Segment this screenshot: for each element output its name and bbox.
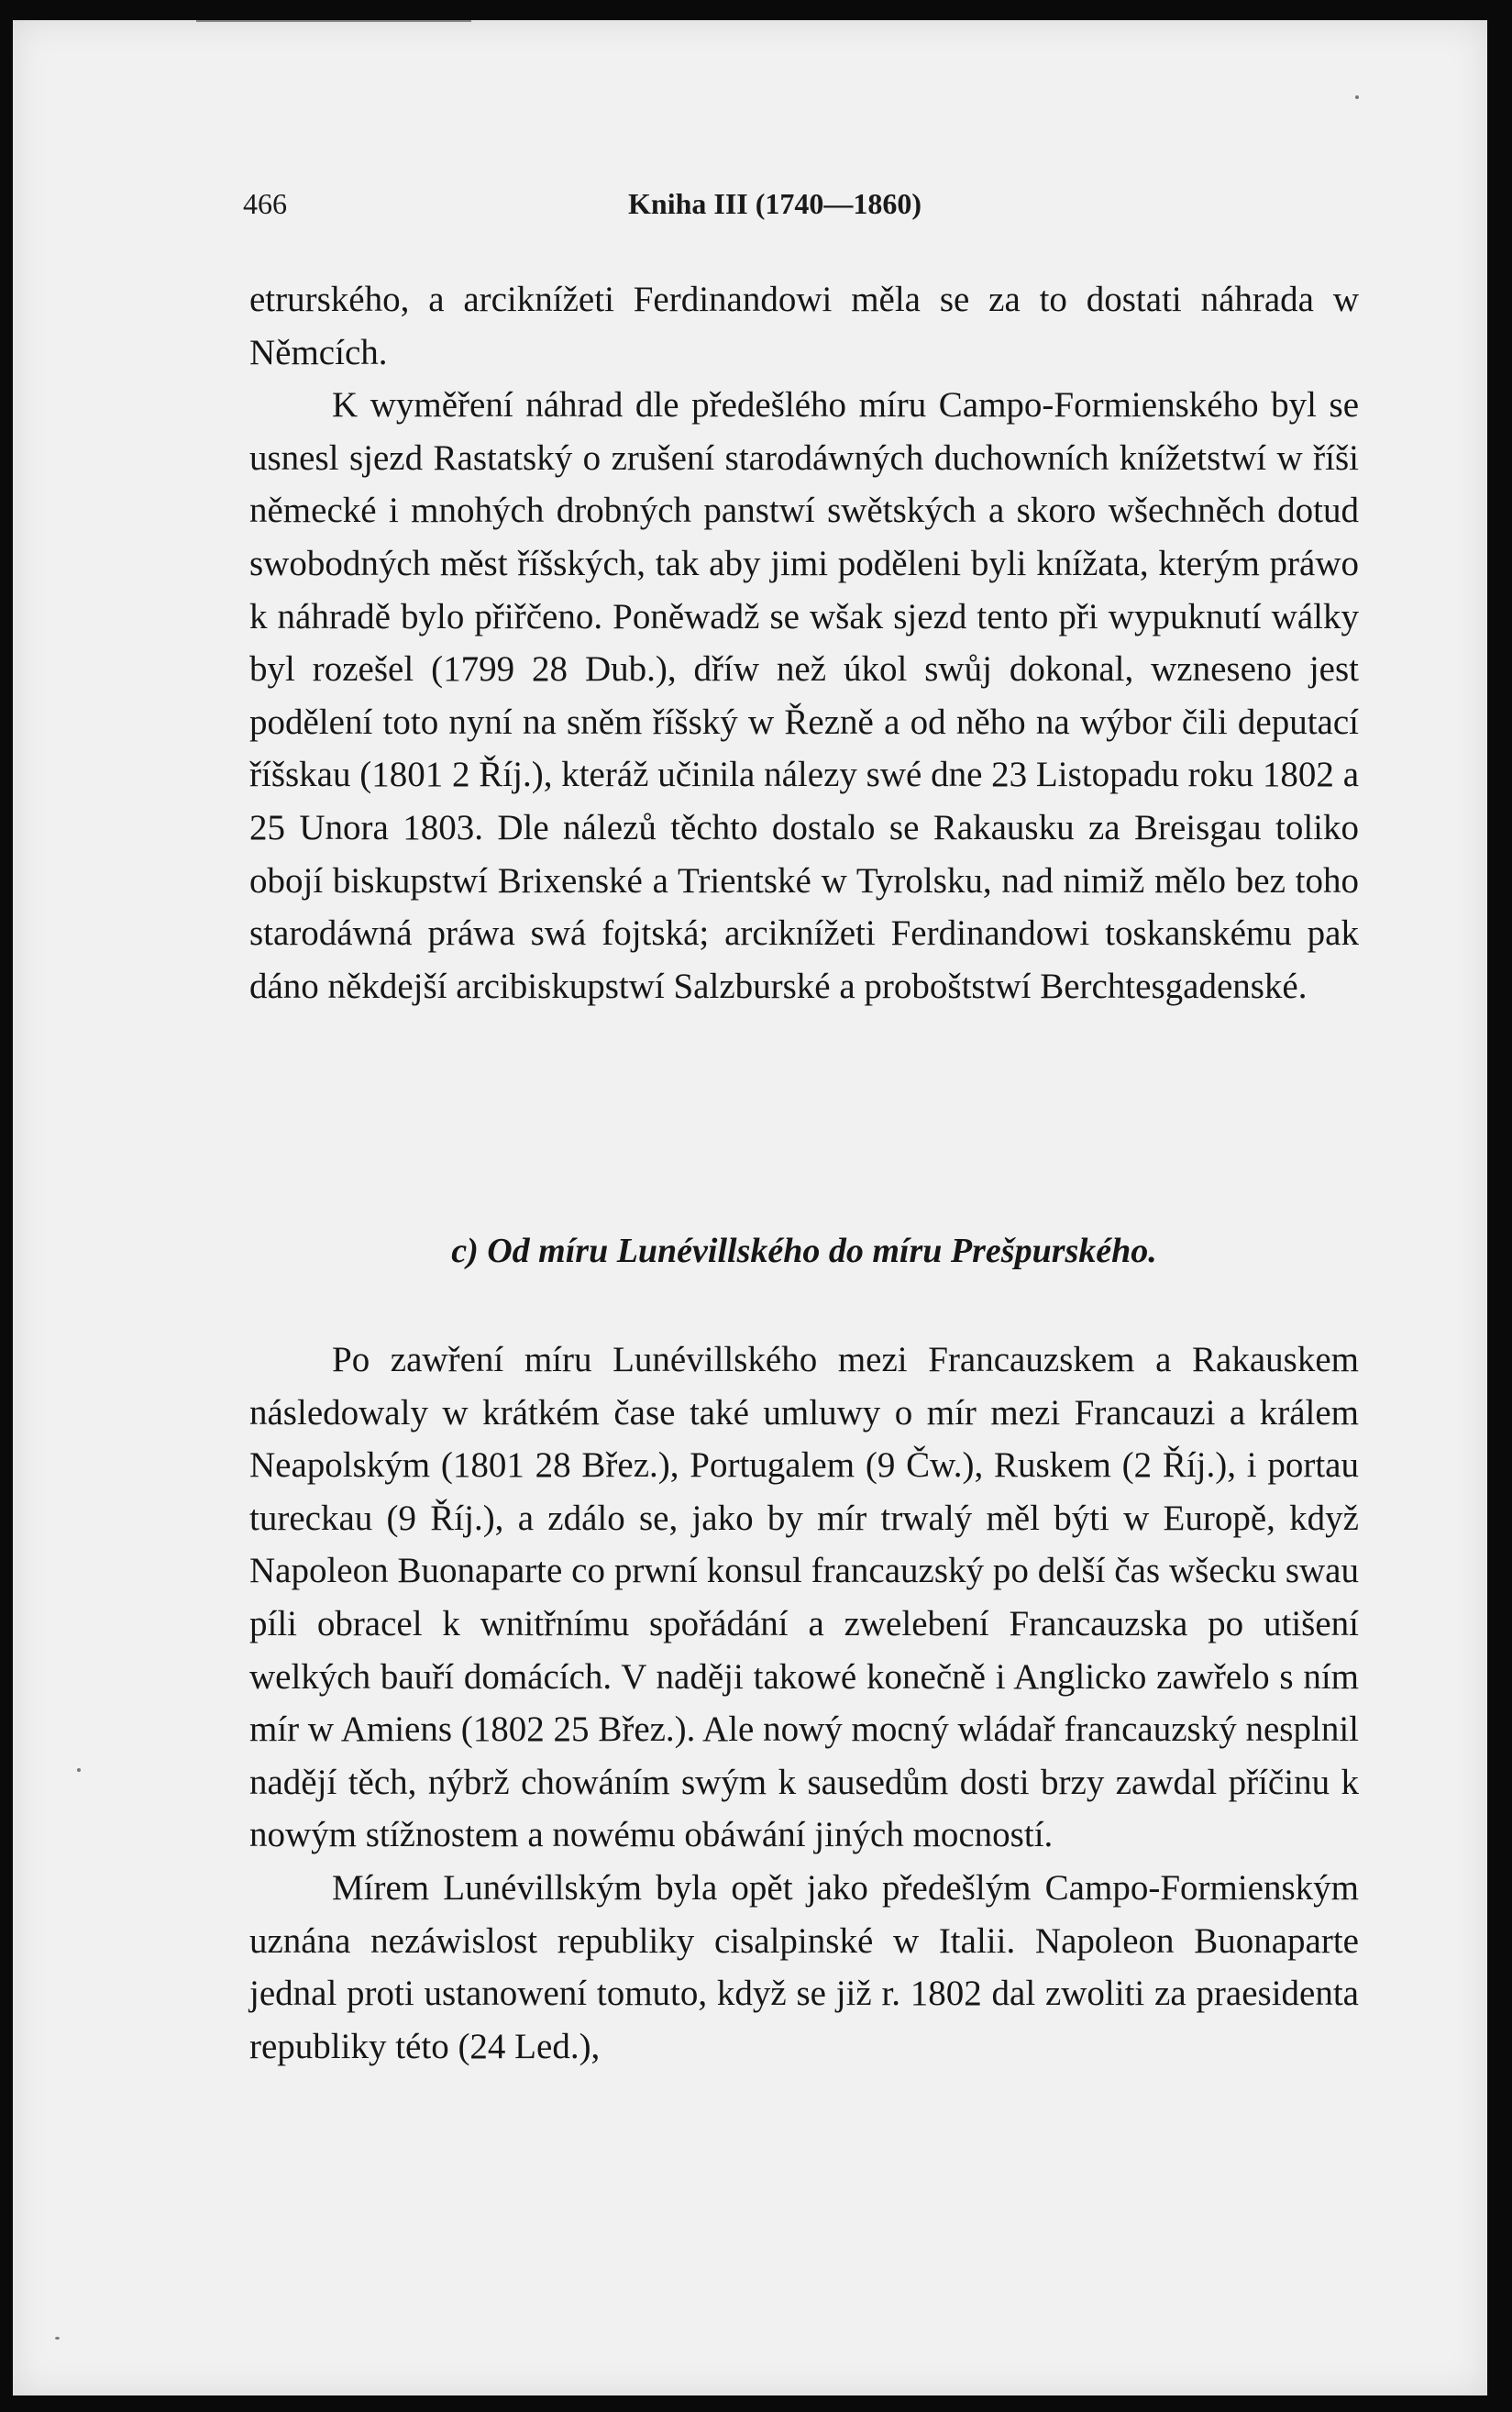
section-heading: c) Od míru Lunévillského do míru Prešpurského. [451,1232,1157,1270]
running-title: Kniha III (1740—1860) [628,187,922,220]
text-block-2 [249,1333,1359,2073]
scan-speck [1355,95,1359,99]
paragraph-4: Mírem Lunévillským byla opět jako předešlým Campo-Formienským uznána nezáwislost republiky cisalpinské w Italii. Napoleon Buonaparte jednal proti ustanowení tomuto, když se již r. 1802 dal zwoliti za praesidenta republiky této (24 Led.), [249,1867,1359,2066]
page-number: 466 [243,187,287,220]
scan-speck [77,1768,81,1772]
paragraph-1: etrurského, a arciknížeti Ferdinandowi měla se za to dostati náhrada w Němcích. [249,280,1359,372]
running-header [236,187,988,229]
paragraph-2: K wyměření náhrad dle předešlého míru Campo-Formienského byl se usnesl sjezd Rastatský o zrušení starodáwných duchowních knížetstwí w říši německé i mnohých drobných panstwí swětských a skoro wšechněch dotud swobodných měst říšských, tak aby jimi poděleni byli knížata, kterým práwo k náhradě bylo přiřčeno. Poněwadž se wšak sjezd tento při wypuknutí wálky byl rozešel (1799 28 Dub.), dříw než úkol swůj dokonal, wzneseno jest podělení toto nyní na sněm říšský w Řezně a od něho na wýbor čili deputací říšskau (1801 2 Říj.), kteráž učinila nálezy swé dne 23 Listopadu roku 1802 a 25 Unora 1803. Dle nálezů těchto dostalo se Rakausku za Breisgau toliko obojí biskupstwí Brixenské a Trientské w Tyrolsku, nad nimiž mělo bez toho starodáwná práwa swá fojtská; arciknížeti Ferdinandowi toskanskému pak dáno někdejší arcibiskupstwí Salzburské a proboštstwí Berchtesgadenské. [249,385,1359,1006]
scan-speck [55,2337,60,2340]
text-block-1 [249,273,1359,1012]
page-edge [196,20,471,22]
paragraph-3: Po zawření míru Lunévillského mezi Francauzskem a Rakauskem následowaly w krátkém čase také umluwy o mír mezi Francauzi a králem Neapolským (1801 28 Břez.), Portugalem (9 Čw.), Ruskem (2 Říj.), i portau tureckau (9 Říj.), a zdálo se, jako by mír trwalý měl býti w Europě, když Napoleon Buonaparte co prwní konsul francauzský po delší čas wšecku swau píli obracel k wnitřnímu spořádání a zwelebení Francauzska po utišení welkých bauří domácích. V naději takowé konečně i Anglicko zawřelo s ním mír w Amiens (1802 25 Břez.). Ale nowý mocný wládař francauzský nesplnil nadějí těch, nýbrž chowáním swým k sausedům dosti brzy zawdal příčinu k nowým stížnostem a nowému obáwání jiných mocností. [249,1340,1359,1855]
